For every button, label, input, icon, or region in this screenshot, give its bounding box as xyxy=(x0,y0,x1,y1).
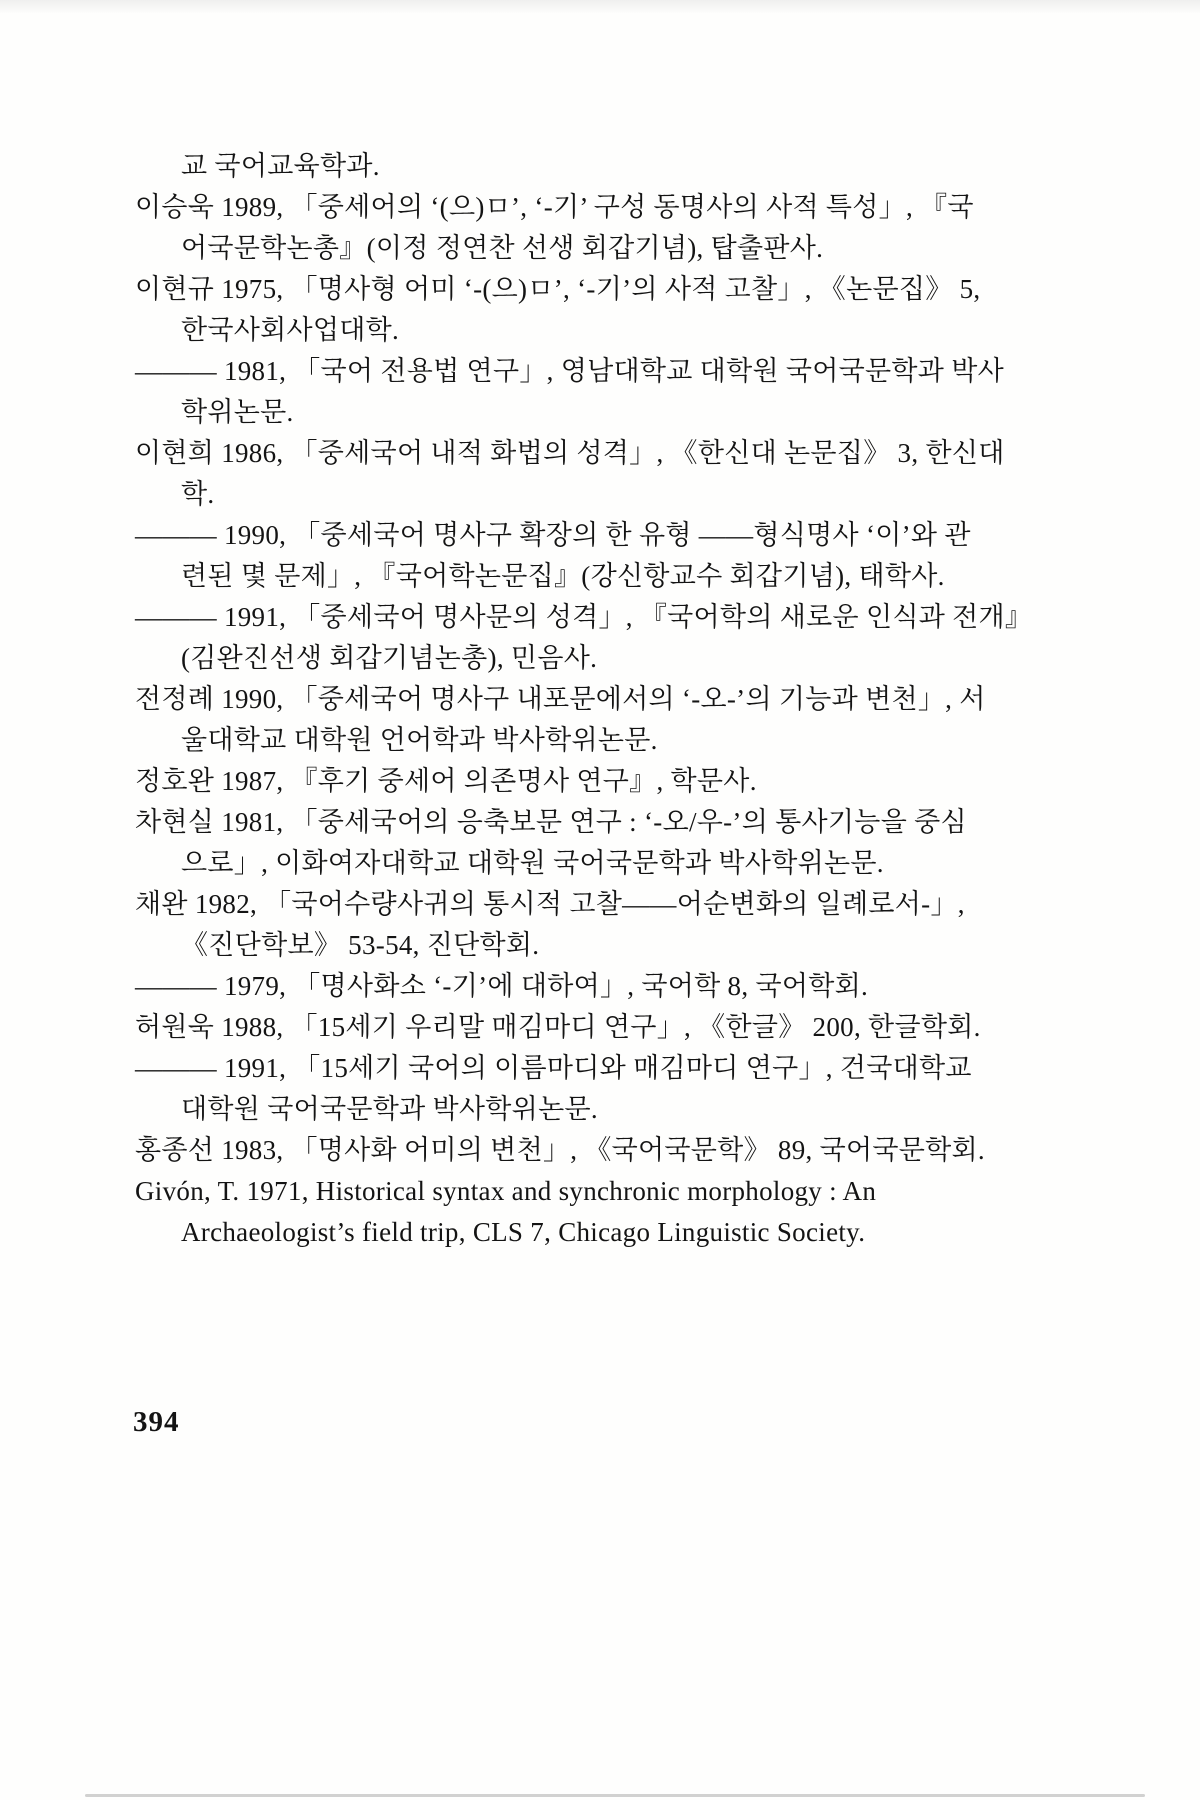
reference-line: 홍종선 1983, 「명사화 어미의 변천」, 《국어국문학》 89, 국어국문학회. xyxy=(135,1135,985,1165)
reference-line: 채완 1982, 「국어수량사귀의 통시적 고찰——어순변화의 일례로서-」, xyxy=(135,889,965,919)
reference-entry xyxy=(135,1171,935,1253)
reference-entry xyxy=(135,146,935,187)
reference-line: 교 국어교육학과. xyxy=(181,151,380,181)
reference-line: 차현실 1981, 「중세국어의 응축보문 연구 : ‘-오/우-’의 통사기능을 중심 xyxy=(135,807,967,837)
reference-line: 정호완 1987, 『후기 중세어 의존명사 연구』, 학문사. xyxy=(135,766,757,796)
reference-line: Givón, T. 1971, Historical syntax and synchronic morphology : An xyxy=(135,1176,877,1206)
reference-line: ——— 1991, 「중세국어 명사문의 성격」, 『국어학의 새로운 인식과 전개』 xyxy=(135,602,1033,632)
reference-entry xyxy=(135,802,967,884)
reference-line: 이현규 1975, 「명사형 어미 ‘-(으)ㅁ’, ‘-기’의 사적 고찰」, 《논문집》 5, xyxy=(135,274,981,304)
reference-line: 울대학교 대학원 언어학과 박사학위논문. xyxy=(181,725,658,755)
reference-line: 대학원 국어국문학과 박사학위논문. xyxy=(181,1094,598,1124)
reference-entry xyxy=(135,433,1005,515)
reference-line: 학. xyxy=(181,479,215,509)
reference-entry xyxy=(135,679,986,761)
page-number: 394 xyxy=(133,1406,180,1438)
reference-line: 학위논문. xyxy=(181,397,294,427)
reference-entry xyxy=(135,966,935,1007)
reference-entry xyxy=(135,351,1004,433)
reference-line: 《진단학보》 53-54, 진단학회. xyxy=(181,930,540,960)
reference-line: ——— 1981, 「국어 전용법 연구」, 영남대학교 대학원 국어국문학과 박사 xyxy=(135,356,1004,386)
reference-line: Archaeologist’s field trip, CLS 7, Chicago Linguistic Society. xyxy=(181,1217,866,1247)
reference-line: 이현희 1986, 「중세국어 내적 화법의 성격」, 《한신대 논문집》 3, 한신대 xyxy=(135,438,1005,468)
reference-line: ——— 1990, 「중세국어 명사구 확장의 한 유형 ——형식명사 ‘이’와 관 xyxy=(135,520,971,550)
reference-line: 어국문학논총』(이정 정연찬 선생 회갑기념), 탑출판사. xyxy=(181,233,824,263)
reference-entry xyxy=(135,187,974,269)
reference-entry xyxy=(135,761,935,802)
reference-line: 련된 몇 문제」, 『국어학논문집』(강신항교수 회갑기념), 태학사. xyxy=(181,561,945,591)
scan-artifact-bottom xyxy=(85,1794,1145,1797)
reference-list xyxy=(135,146,1033,1253)
reference-line: ——— 1979, 「명사화소 ‘-기’에 대하여」, 국어학 8, 국어학회. xyxy=(135,971,869,1001)
reference-line: 허원욱 1988, 「15세기 우리말 매김마디 연구」, 《한글》 200, 한글학회. xyxy=(135,1012,981,1042)
reference-line: (김완진선생 회갑기념논총), 민음사. xyxy=(181,643,598,673)
reference-entry xyxy=(135,597,1033,679)
reference-entry xyxy=(135,884,965,966)
reference-entry xyxy=(135,1048,972,1130)
reference-line: 으로」, 이화여자대학교 대학원 국어국문학과 박사학위논문. xyxy=(181,848,884,878)
reference-line: 이승욱 1989, 「중세어의 ‘(으)ㅁ’, ‘-기’ 구성 동명사의 사적 특성」, 『국 xyxy=(135,192,974,222)
reference-line: 전정례 1990, 「중세국어 명사구 내포문에서의 ‘-오-’의 기능과 변천」, 서 xyxy=(135,684,986,714)
reference-line: ——— 1991, 「15세기 국어의 이름마디와 매김마디 연구」, 건국대학교 xyxy=(135,1053,972,1083)
reference-entry xyxy=(135,269,981,351)
scan-artifact-top xyxy=(0,0,1200,14)
reference-entry xyxy=(135,1007,981,1048)
reference-entry xyxy=(135,515,971,597)
reference-entry xyxy=(135,1130,985,1171)
reference-line: 한국사회사업대학. xyxy=(181,315,400,345)
